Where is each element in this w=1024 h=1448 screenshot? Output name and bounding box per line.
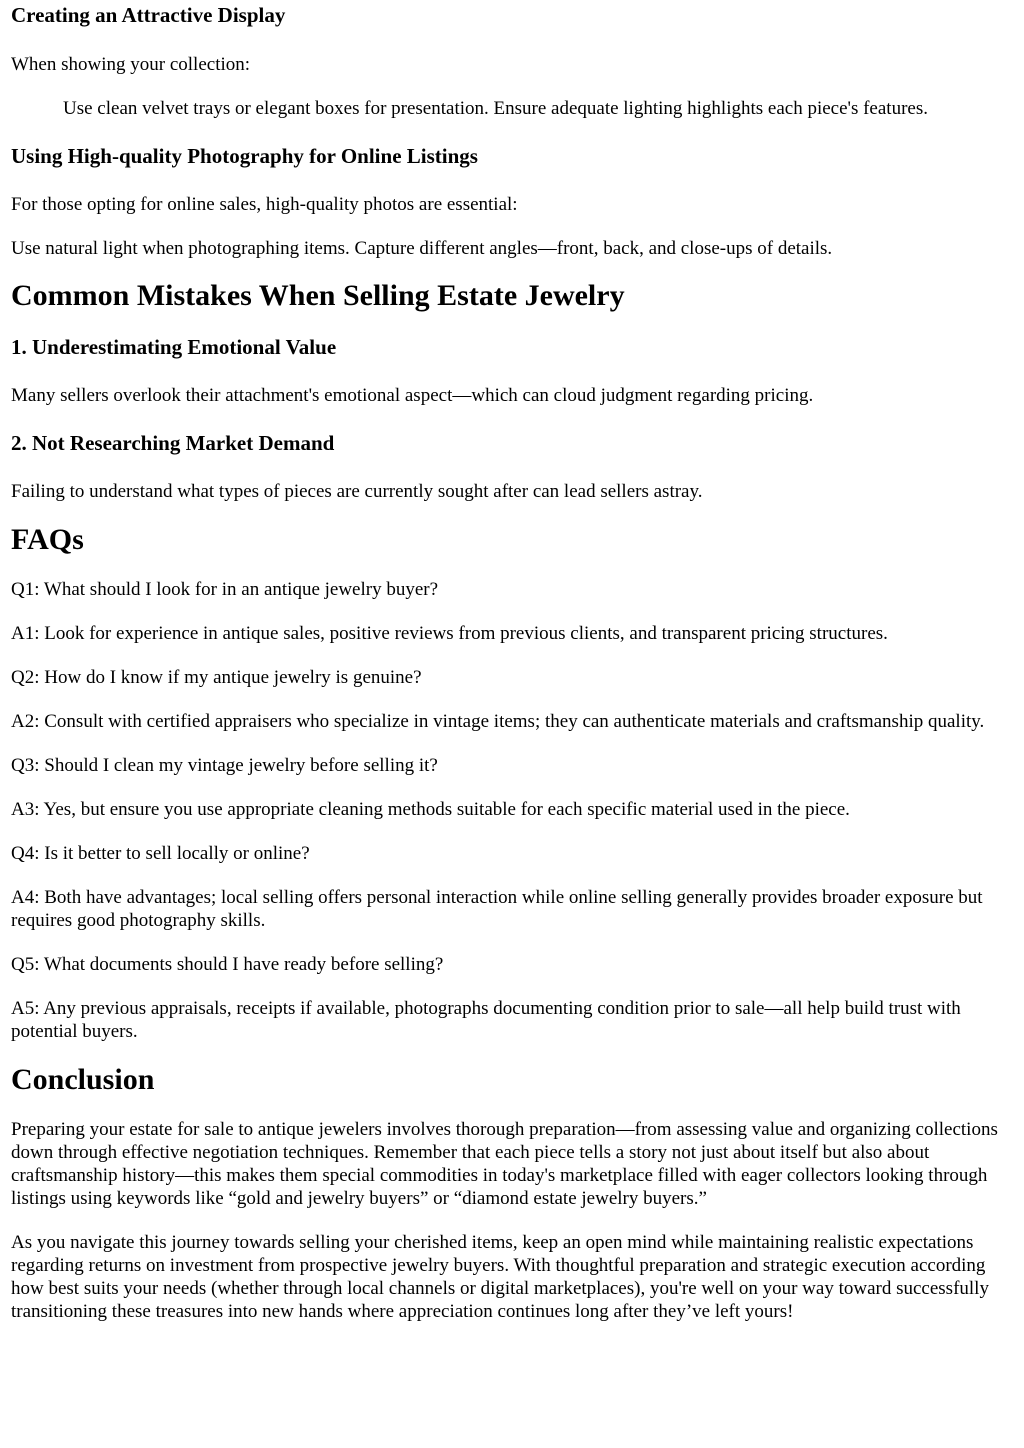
faqs-heading: FAQs (11, 523, 84, 556)
conclusion-paragraph-1: Preparing your estate for sale to antique jewelers involves thorough preparation—from assessing value and organizing collections down through effective negotiation techniques. Remember that each piece tells a story not just about itself but also about craftsmanship history—this makes them special commodities in today's marketplace filled with eager collectors looking through listings using keywords like “gold and jewelry buyers” or “diamond estate jewelry buyers.” (11, 1119, 998, 1209)
display-intro: When showing your collection: (11, 54, 251, 75)
faq-1-answer: A1: Look for experience in antique sales, positive reviews from previous clients, and transparent pricing structures. (11, 623, 888, 644)
mistake-2-title: 2. Not Researching Market Demand (11, 431, 335, 455)
mistakes-heading: Common Mistakes When Selling Estate Jewelry (11, 279, 625, 312)
faq-4-answer: A4: Both have advantages; local selling offers personal interaction while online selling generally provides broader exposure but requires good photography skills. (11, 887, 983, 931)
faq-2-question: Q2: How do I know if my antique jewelry is genuine? (11, 667, 422, 688)
conclusion-paragraph-2: As you navigate this journey towards selling your cherished items, keep an open mind while maintaining realistic expectations regarding returns on investment from prospective jewelry buyers. With thoughtful preparation and strategic execution according how best suits your needs (whether through local channels or digital marketplaces), you're well on your way toward successfully transitioning these treasures into new hands where appreciation continues long after they’ve left yours! (11, 1232, 989, 1322)
mistake-2-text: Failing to understand what types of pieces are currently sought after can lead sellers astray. (11, 481, 703, 502)
article-body (0, 2, 1024, 1323)
faq-2-answer: A2: Consult with certified appraisers who specialize in vintage items; they can authenticate materials and craftsmanship quality. (11, 711, 985, 732)
photography-heading: Using High-quality Photography for Online Listings (11, 144, 478, 168)
display-heading: Creating an Attractive Display (11, 3, 286, 27)
photography-intro: For those opting for online sales, high-quality photos are essential: (11, 194, 518, 215)
faq-3-answer: A3: Yes, but ensure you use appropriate cleaning methods suitable for each specific material used in the piece. (11, 799, 850, 820)
faq-4-question: Q4: Is it better to sell locally or online? (11, 843, 310, 864)
mistake-1-title: 1. Underestimating Emotional Value (11, 335, 337, 359)
faq-1-question: Q1: What should I look for in an antique jewelry buyer? (11, 579, 439, 600)
mistake-1-text: Many sellers overlook their attachment's emotional aspect—which can cloud judgment regarding pricing. (11, 385, 814, 406)
display-tip: Use clean velvet trays or elegant boxes for presentation. Ensure adequate lighting highlights each piece's features. (63, 98, 928, 119)
photography-tip: Use natural light when photographing items. Capture different angles—front, back, and close-ups of details. (11, 238, 833, 259)
faq-5-question: Q5: What documents should I have ready before selling? (11, 954, 444, 975)
conclusion-heading: Conclusion (11, 1063, 155, 1096)
faq-3-question: Q3: Should I clean my vintage jewelry before selling it? (11, 755, 438, 776)
faq-5-answer: A5: Any previous appraisals, receipts if available, photographs documenting condition prior to sale—all help build trust with potential buyers. (11, 998, 961, 1042)
